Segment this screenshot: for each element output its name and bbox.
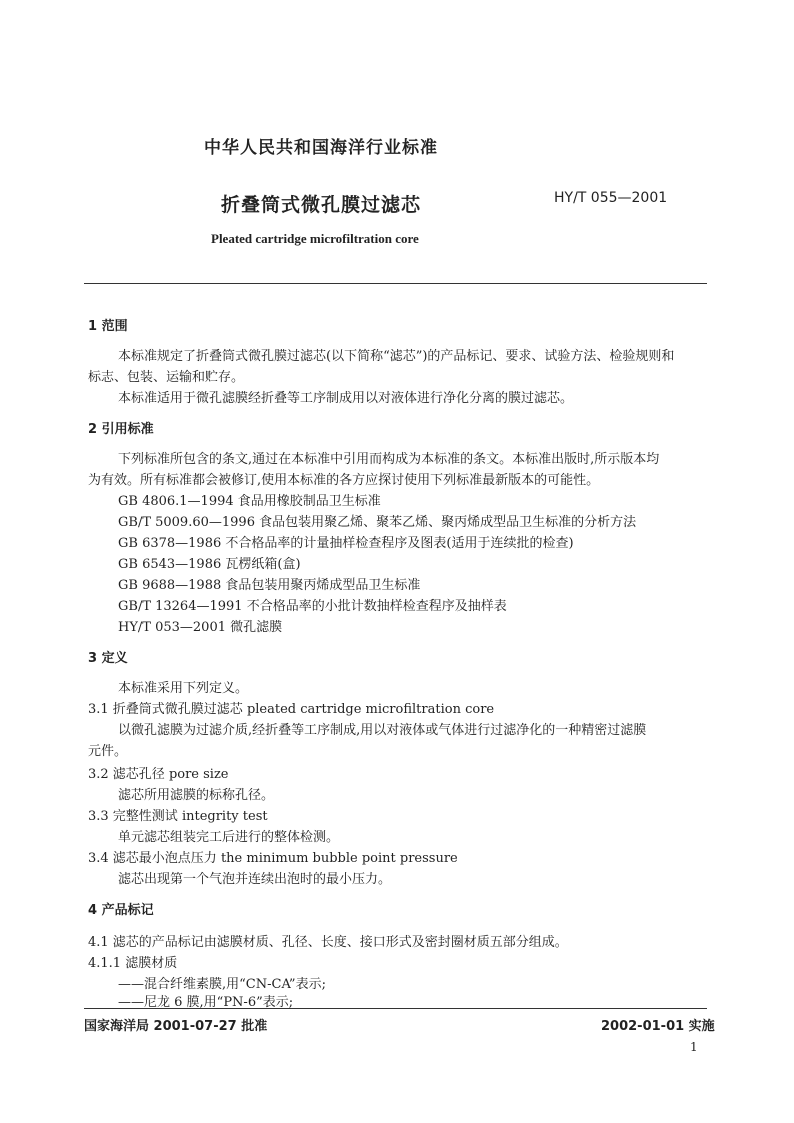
section-1-paragraph-2: 本标准适用于微孔滤膜经折叠等工序制成用以对液体进行净化分离的膜过滤芯。 <box>118 391 574 406</box>
page-number: 1 <box>690 1040 698 1054</box>
section-2-paragraph-1b: 为有效。所有标准都会被修订,使用本标准的各方应探讨使用下列标准最新版本的可能性。 <box>88 473 600 488</box>
org-title: 中华人民共和国海洋行业标准 <box>204 138 438 158</box>
reference-item: GB/T 13264—1991 不合格品率的小批计数抽样检查程序及抽样表 <box>118 599 507 614</box>
definition-3-2-term: 3.2 滤芯孔径 pore size <box>88 767 229 782</box>
clause-4-1-1: 4.1.1 滤膜材质 <box>88 956 178 971</box>
reference-item: GB 9688—1988 食品包装用聚丙烯成型品卫生标准 <box>118 578 421 593</box>
reference-item: HY/T 053—2001 微孔滤膜 <box>118 620 283 635</box>
definition-3-4-term: 3.4 滤芯最小泡点压力 the minimum bubble point pressure <box>88 851 458 866</box>
reference-item: GB 6378—1986 不合格品率的计量抽样检查程序及图表(适用于连续批的检查) <box>118 536 574 551</box>
definition-3-4-text: 滤芯出现第一个气泡并连续出泡时的最小压力。 <box>118 872 392 887</box>
section-2-heading: 2 引用标准 <box>88 422 154 437</box>
list-item: ——混合纤维素膜,用“CN-CA”表示; <box>118 977 326 992</box>
document-title: 折叠筒式微孔膜过滤芯 <box>221 194 422 216</box>
reference-item: GB 4806.1—1994 食品用橡胶制品卫生标准 <box>118 494 381 509</box>
definition-3-3-term: 3.3 完整性测试 integrity test <box>88 809 268 824</box>
implementation-date: 2002-01-01 实施 <box>601 1019 715 1034</box>
reference-item: GB/T 5009.60—1996 食品包装用聚乙烯、聚苯乙烯、聚丙烯成型品卫生标准的分析方法 <box>118 515 637 530</box>
definition-3-1-text-a: 以微孔滤膜为过滤介质,经折叠等工序制成,用以对液体或气体进行过滤净化的一种精密过滤膜 <box>118 723 647 738</box>
footer-rule <box>84 1008 707 1009</box>
section-2-paragraph-1a: 下列标准所包含的条文,通过在本标准中引用而构成为本标准的条文。本标准出版时,所示版本均 <box>118 452 660 467</box>
section-3-intro: 本标准采用下列定义。 <box>118 681 249 696</box>
reference-item: GB 6543—1986 瓦楞纸箱(盒) <box>118 557 301 572</box>
definition-3-1-text-b: 元件。 <box>88 744 128 759</box>
clause-4-1: 4.1 滤芯的产品标记由滤膜材质、孔径、长度、接口形式及密封圈材质五部分组成。 <box>88 935 568 950</box>
standard-code: HY/T 055—2001 <box>554 190 668 206</box>
section-1-paragraph-1a: 本标准规定了折叠筒式微孔膜过滤芯(以下简称“滤芯”)的产品标记、要求、试验方法、检验规则和 <box>118 349 675 364</box>
definition-3-1-term: 3.1 折叠筒式微孔膜过滤芯 pleated cartridge microfiltration core <box>88 702 495 717</box>
section-1-paragraph-1b: 标志、包装、运输和贮存。 <box>88 370 245 385</box>
approval-date: 国家海洋局 2001-07-27 批准 <box>84 1019 268 1034</box>
section-3-heading: 3 定义 <box>88 651 128 666</box>
english-title: Pleated cartridge microfiltration core <box>211 231 419 246</box>
definition-3-2-text: 滤芯所用滤膜的标称孔径。 <box>118 788 275 803</box>
definition-3-3-text: 单元滤芯组装完工后进行的整体检测。 <box>118 830 340 845</box>
list-item: ——尼龙 6 膜,用“PN-6”表示; <box>118 995 294 1010</box>
section-4-heading: 4 产品标记 <box>88 903 154 918</box>
header-rule <box>84 283 707 284</box>
section-1-heading: 1 范围 <box>88 319 128 334</box>
